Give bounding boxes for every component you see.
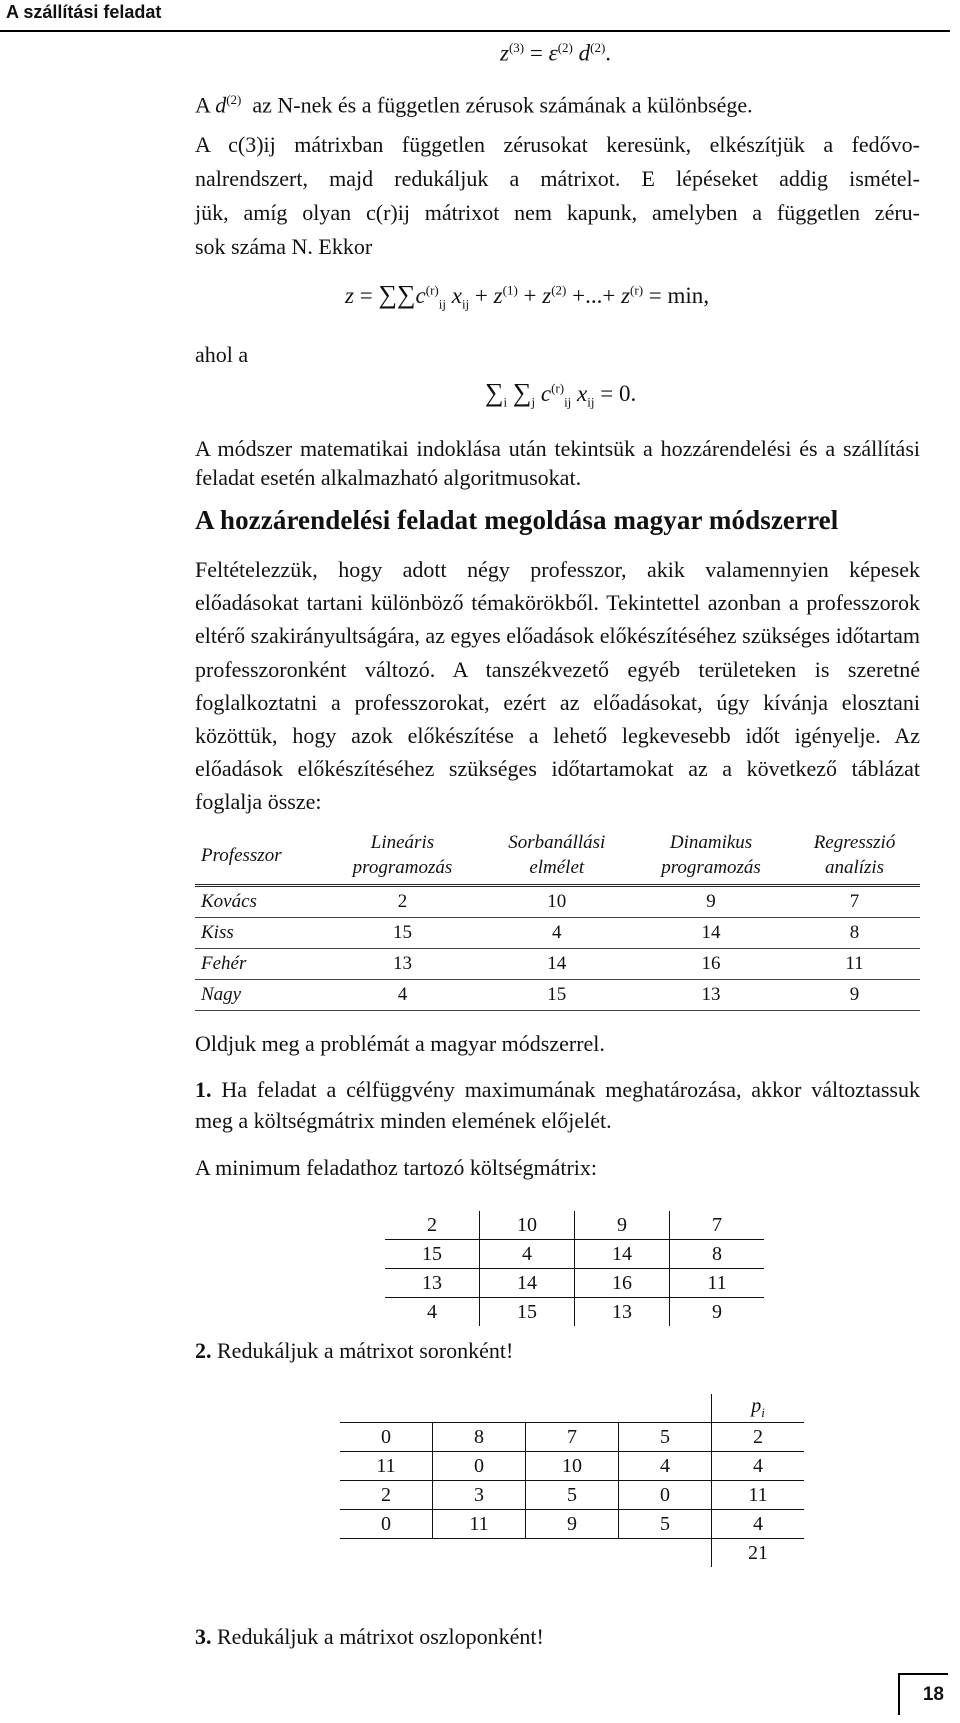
- matrix-cell: 14: [480, 1269, 575, 1298]
- matrix-row: [340, 1423, 804, 1452]
- matrix-cell: 11: [340, 1452, 433, 1481]
- step-3-number: 3.: [195, 1624, 212, 1649]
- table-cell: 13: [324, 949, 480, 980]
- step-1-text: Ha feladat a célfüggvény maximumának meghatározása, akkor változtassuk meg a költségmátrix minden elemének előjelét.: [195, 1077, 920, 1133]
- paragraph-method: A módszer matematikai indoklása után tekintsük a hozzárendelési és a szállítási feladat esetén alkalmazható algoritmusokat.: [195, 436, 920, 490]
- step-3: [195, 1622, 920, 1651]
- page-number: 18: [898, 1673, 948, 1715]
- matrix-row: [385, 1211, 764, 1240]
- matrix-row: [340, 1452, 804, 1481]
- table-row: [195, 949, 920, 980]
- matrix-cell: 10: [480, 1211, 575, 1240]
- matrix-cell: 0: [619, 1481, 712, 1510]
- matrix-row: [385, 1240, 764, 1269]
- cost-matrix: [385, 1211, 764, 1326]
- matrix-cell: 4: [480, 1240, 575, 1269]
- matrix-cell: 2: [385, 1211, 480, 1240]
- paragraph-intro: Feltételezzük, hogy adott négy professzor, akik valamennyien képesek előadásokat tartani különböző témakörökből. Tekintettel azonban a professzorok eltérő szakirányultságára, az egyes előadások előkészítéséhez szükséges időtartam professzoronként változó. A tanszékvezető egyéb területeken is szeretné foglalkoztatni a professzorokat, ezért az előadásokat, úgy kívánja elosztani közöttük, hogy azok előkészítése a lehető legkevesebb időt igényelje. Az előadások előkészítéséhez szükséges időtartamokat az a következő táblázat foglalja össze:: [195, 557, 920, 815]
- running-head: [0, 0, 950, 32]
- matrix-row: [385, 1269, 764, 1298]
- matrix-cell: 9: [575, 1211, 670, 1240]
- table-row: [195, 918, 920, 949]
- column-header: Lineáris programozás: [324, 826, 480, 886]
- matrix-cell: 5: [526, 1481, 619, 1510]
- p-i-total: 21: [712, 1539, 805, 1568]
- table-cell: 9: [633, 886, 789, 918]
- table-header-row: [195, 826, 920, 886]
- matrix-total-row: [340, 1539, 804, 1568]
- ahol-label: ahol a: [195, 342, 249, 367]
- table-cell: 15: [324, 918, 480, 949]
- matrix-cell: 13: [575, 1298, 670, 1327]
- step-2-text: Redukáljuk a mátrixot soronként!: [217, 1338, 514, 1363]
- table-cell: 9: [789, 980, 920, 1011]
- matrix-cell: 8: [670, 1240, 765, 1269]
- matrix-cell: 5: [619, 1510, 712, 1539]
- professor-time-table: [195, 826, 920, 1011]
- table-cell: 8: [789, 918, 920, 949]
- running-head-title: A szállítási feladat: [6, 2, 162, 22]
- step-2: [195, 1336, 920, 1365]
- table-cell: 4: [324, 980, 480, 1011]
- matrix-cell: 2: [712, 1423, 805, 1452]
- matrix-cell: 7: [526, 1423, 619, 1452]
- matrix-cell: 16: [575, 1269, 670, 1298]
- step-3-text: Redukáljuk a mátrixot oszloponként!: [217, 1624, 544, 1649]
- step-2-number: 2.: [195, 1338, 212, 1363]
- table-cell: 10: [480, 886, 633, 918]
- matrix-cell: 10: [526, 1452, 619, 1481]
- table-row: [195, 886, 920, 918]
- table-cell: 16: [633, 949, 789, 980]
- matrix-cell: 14: [575, 1240, 670, 1269]
- matrix-row: [340, 1510, 804, 1539]
- matrix-header-row: [340, 1394, 804, 1423]
- matrix-cell: 13: [385, 1269, 480, 1298]
- paragraph-d-difference: A $d^{(2)}$ az N-nek és a független zérusok számának a különbsége.: [195, 92, 753, 118]
- matrix-cell: 4: [712, 1510, 805, 1539]
- matrix-cell: 4: [619, 1452, 712, 1481]
- matrix-cell: 11: [712, 1481, 805, 1510]
- matrix-cell: 4: [712, 1452, 805, 1481]
- equation-z3: $z^{(3)} = \varepsilon^{(2)}$ $d^{(2)}$.: [500, 40, 612, 66]
- matrix-cell: 3: [433, 1481, 526, 1510]
- matrix-cell: 9: [526, 1510, 619, 1539]
- paragraph-solve: Oldjuk meg a problémát a magyar módszerrel.: [195, 1031, 605, 1056]
- matrix-row: [340, 1481, 804, 1510]
- table-cell: Kovács: [195, 886, 324, 918]
- table-row: [195, 980, 920, 1011]
- paragraph-line: sok száma N. Ekkor: [195, 234, 373, 259]
- matrix-cell: 15: [385, 1240, 480, 1269]
- matrix-cell: 4: [385, 1298, 480, 1327]
- table-cell: 15: [480, 980, 633, 1011]
- matrix-cell: 0: [340, 1423, 433, 1452]
- matrix-cell: 11: [433, 1510, 526, 1539]
- table-cell: 4: [480, 918, 633, 949]
- table-cell: 2: [324, 886, 480, 918]
- table-cell: 11: [789, 949, 920, 980]
- matrix-cell: 8: [433, 1423, 526, 1452]
- equation-objective: $z = \sum\sum c^{(r)}_{ij}$ $x_{ij} + z^{(1)} + z^{(2)}$ +...+ $z^{(r)} = \min$,: [345, 280, 710, 312]
- paragraph-min-matrix: A minimum feladathoz tartozó költségmátrix:: [195, 1155, 598, 1180]
- matrix-cell: 15: [480, 1298, 575, 1327]
- table-cell: 14: [633, 918, 789, 949]
- column-header: Professzor: [195, 826, 324, 886]
- matrix-cell: 0: [340, 1510, 433, 1539]
- column-header: Dinamikus programozás: [633, 826, 789, 886]
- matrix-cell: 9: [670, 1298, 765, 1327]
- table-cell: 13: [633, 980, 789, 1011]
- table-cell: Nagy: [195, 980, 324, 1011]
- column-header: Sorbanállási elmélet: [480, 826, 633, 886]
- table-cell: Fehér: [195, 949, 324, 980]
- matrix-cell: 11: [670, 1269, 765, 1298]
- matrix-row: [385, 1298, 764, 1327]
- equation-constraint: $\sum_i$ $\sum_j$ $c^{(r)}_{ij}$ $x_{ij} = 0$.: [485, 378, 637, 410]
- table-cell: 7: [789, 886, 920, 918]
- matrix-cell: 5: [619, 1423, 712, 1452]
- p-i-header: $p_i$: [712, 1394, 805, 1423]
- paragraph-line: jük, amíg olyan c(r)ij mátrixot nem kapunk, amelyben a független zéru-: [195, 200, 920, 225]
- paragraph-line: A c(3)ij mátrixban független zérusokat keresünk, elkészítjük a fedővo-: [195, 132, 920, 157]
- step-1-number: 1.: [195, 1077, 212, 1102]
- matrix-cell: 7: [670, 1211, 765, 1240]
- table-cell: Kiss: [195, 918, 324, 949]
- row-reduced-matrix: [340, 1394, 804, 1567]
- table-cell: 14: [480, 949, 633, 980]
- column-header: Regresszió analízis: [789, 826, 920, 886]
- matrix-cell: 2: [340, 1481, 433, 1510]
- matrix-cell: 0: [433, 1452, 526, 1481]
- step-1: [195, 1074, 920, 1136]
- paragraph-line: nalrendszert, majd redukáljuk a mátrixot. E lépéseket addig ismétel-: [195, 166, 920, 191]
- section-title: A hozzárendelési feladat megoldása magyar módszerrel: [195, 505, 839, 535]
